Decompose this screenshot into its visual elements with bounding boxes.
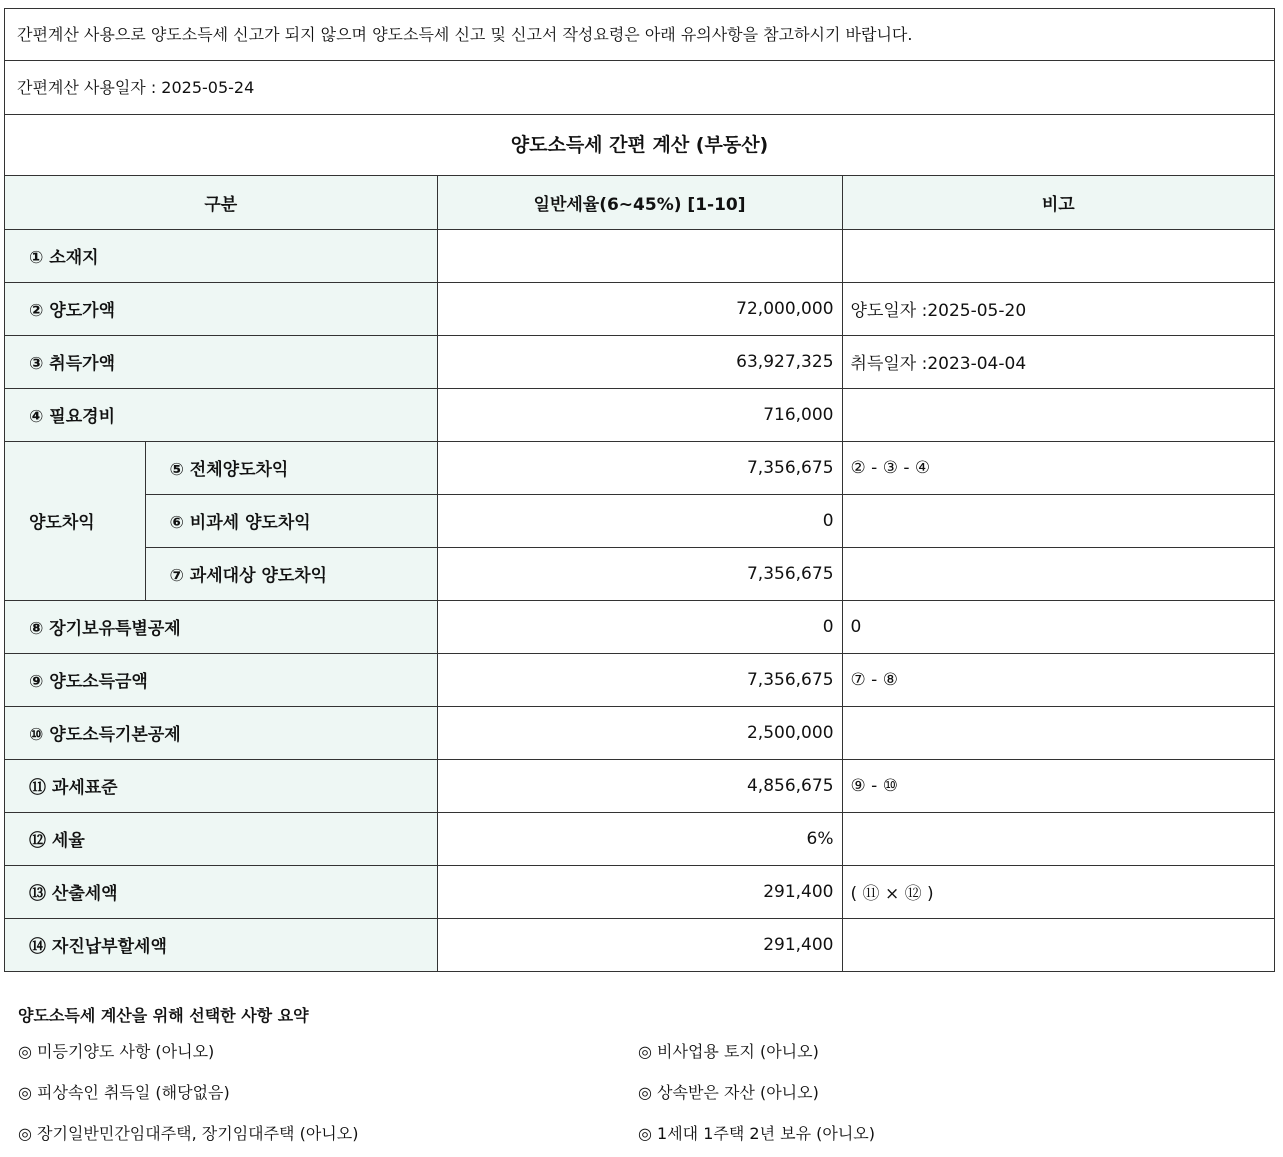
row-value-tax-base: 4,856,675	[437, 759, 842, 812]
calc-table	[5, 176, 1274, 972]
summary-item-unregistered-transfer: ◎ 미등기양도 사항 (아니오)	[18, 1042, 215, 1061]
row-label-basic-deduction: ⑩ 양도소득기본공제	[5, 706, 437, 759]
table-row	[5, 706, 1274, 759]
header-category: 구분	[5, 176, 437, 229]
table-row	[5, 441, 1274, 494]
summary-title: 양도소득세 계산을 위해 선택한 사항 요약	[18, 1006, 309, 1025]
row-value-calculated-tax: 291,400	[437, 865, 842, 918]
table-row	[5, 282, 1274, 335]
row-label-long-term-deduction: ⑧ 장기보유특별공제	[5, 600, 437, 653]
row-value-long-term-deduction: 0	[437, 600, 842, 653]
row-value-tax-rate: 6%	[437, 812, 842, 865]
row-label-tax-payable: ⑭ 자진납부할세액	[5, 918, 437, 971]
row-note-basic-deduction	[842, 706, 1274, 759]
selection-summary	[4, 990, 1273, 1146]
row-note-expenses	[842, 388, 1274, 441]
row-note-tax-rate	[842, 812, 1274, 865]
row-label-expenses: ④ 필요경비	[5, 388, 437, 441]
table-row	[5, 494, 1274, 547]
row-note-total-gain: ② - ③ - ④	[842, 441, 1274, 494]
header-remark: 비고	[842, 176, 1274, 229]
summary-list	[18, 1040, 1273, 1146]
table-row	[5, 918, 1274, 971]
table-row	[5, 335, 1274, 388]
header-rate: 일반세율(6~45%) [1-10]	[437, 176, 842, 229]
row-note-nontaxable-gain	[842, 494, 1274, 547]
row-value-transfer-income: 7,356,675	[437, 653, 842, 706]
row-label-transfer-price: ② 양도가액	[5, 282, 437, 335]
row-value-location	[437, 229, 842, 282]
row-value-transfer-price: 72,000,000	[437, 282, 842, 335]
row-note-acquisition-price: 취득일자 :2023-04-04	[842, 335, 1274, 388]
row-note-taxable-gain	[842, 547, 1274, 600]
row-value-taxable-gain: 7,356,675	[437, 547, 842, 600]
row-value-acquisition-price: 63,927,325	[437, 335, 842, 388]
row-label-nontaxable-gain: ⑥ 비과세 양도차익	[145, 494, 437, 547]
row-note-calculated-tax: ( ⑪ × ⑫ )	[842, 865, 1274, 918]
row-note-tax-payable	[842, 918, 1274, 971]
row-note-transfer-price: 양도일자 :2025-05-20	[842, 282, 1274, 335]
table-row	[5, 229, 1274, 282]
use-date-line: 간편계산 사용일자 : 2025-05-24	[5, 61, 1274, 115]
row-note-tax-base: ⑨ - ⑩	[842, 759, 1274, 812]
row-label-tax-base: ⑪ 과세표준	[5, 759, 437, 812]
summary-item-one-house-two-years: ◎ 1세대 1주택 2년 보유 (아니오)	[638, 1124, 875, 1143]
table-title: 양도소득세 간편 계산 (부동산)	[5, 115, 1274, 176]
row-value-basic-deduction: 2,500,000	[437, 706, 842, 759]
row-note-transfer-income: ⑦ - ⑧	[842, 653, 1274, 706]
table-row	[5, 547, 1274, 600]
row-label-acquisition-price: ③ 취득가액	[5, 335, 437, 388]
summary-item-long-term-rental: ◎ 장기일반민간임대주택, 장기임대주택 (아니오)	[18, 1124, 359, 1143]
summary-item-non-business-land: ◎ 비사업용 토지 (아니오)	[638, 1042, 819, 1061]
row-label-transfer-income: ⑨ 양도소득금액	[5, 653, 437, 706]
row-label-calculated-tax: ⑬ 산출세액	[5, 865, 437, 918]
notice-text: 간편계산 사용으로 양도소득세 신고가 되지 않으며 양도소득세 신고 및 신고서 작성요령은 아래 유의사항을 참고하시기 바랍니다.	[5, 9, 1274, 61]
table-row	[5, 865, 1274, 918]
tax-calc-frame	[4, 8, 1275, 972]
summary-item-inherited-asset: ◎ 상속받은 자산 (아니오)	[638, 1083, 819, 1102]
table-header-row	[5, 176, 1274, 229]
table-row	[5, 600, 1274, 653]
table-row	[5, 812, 1274, 865]
row-value-tax-payable: 291,400	[437, 918, 842, 971]
row-value-expenses: 716,000	[437, 388, 842, 441]
row-note-location	[842, 229, 1274, 282]
table-row	[5, 388, 1274, 441]
group-label-transfer-gain: 양도차익	[5, 441, 145, 600]
row-label-total-gain: ⑤ 전체양도차익	[145, 441, 437, 494]
row-label-tax-rate: ⑫ 세율	[5, 812, 437, 865]
table-row	[5, 759, 1274, 812]
summary-item-decedent-acquisition-date: ◎ 피상속인 취득일 (해당없음)	[18, 1083, 230, 1102]
row-value-total-gain: 7,356,675	[437, 441, 842, 494]
row-value-nontaxable-gain: 0	[437, 494, 842, 547]
table-row	[5, 653, 1274, 706]
row-label-taxable-gain: ⑦ 과세대상 양도차익	[145, 547, 437, 600]
row-label-location: ① 소재지	[5, 229, 437, 282]
row-note-long-term-deduction: 0	[842, 600, 1274, 653]
